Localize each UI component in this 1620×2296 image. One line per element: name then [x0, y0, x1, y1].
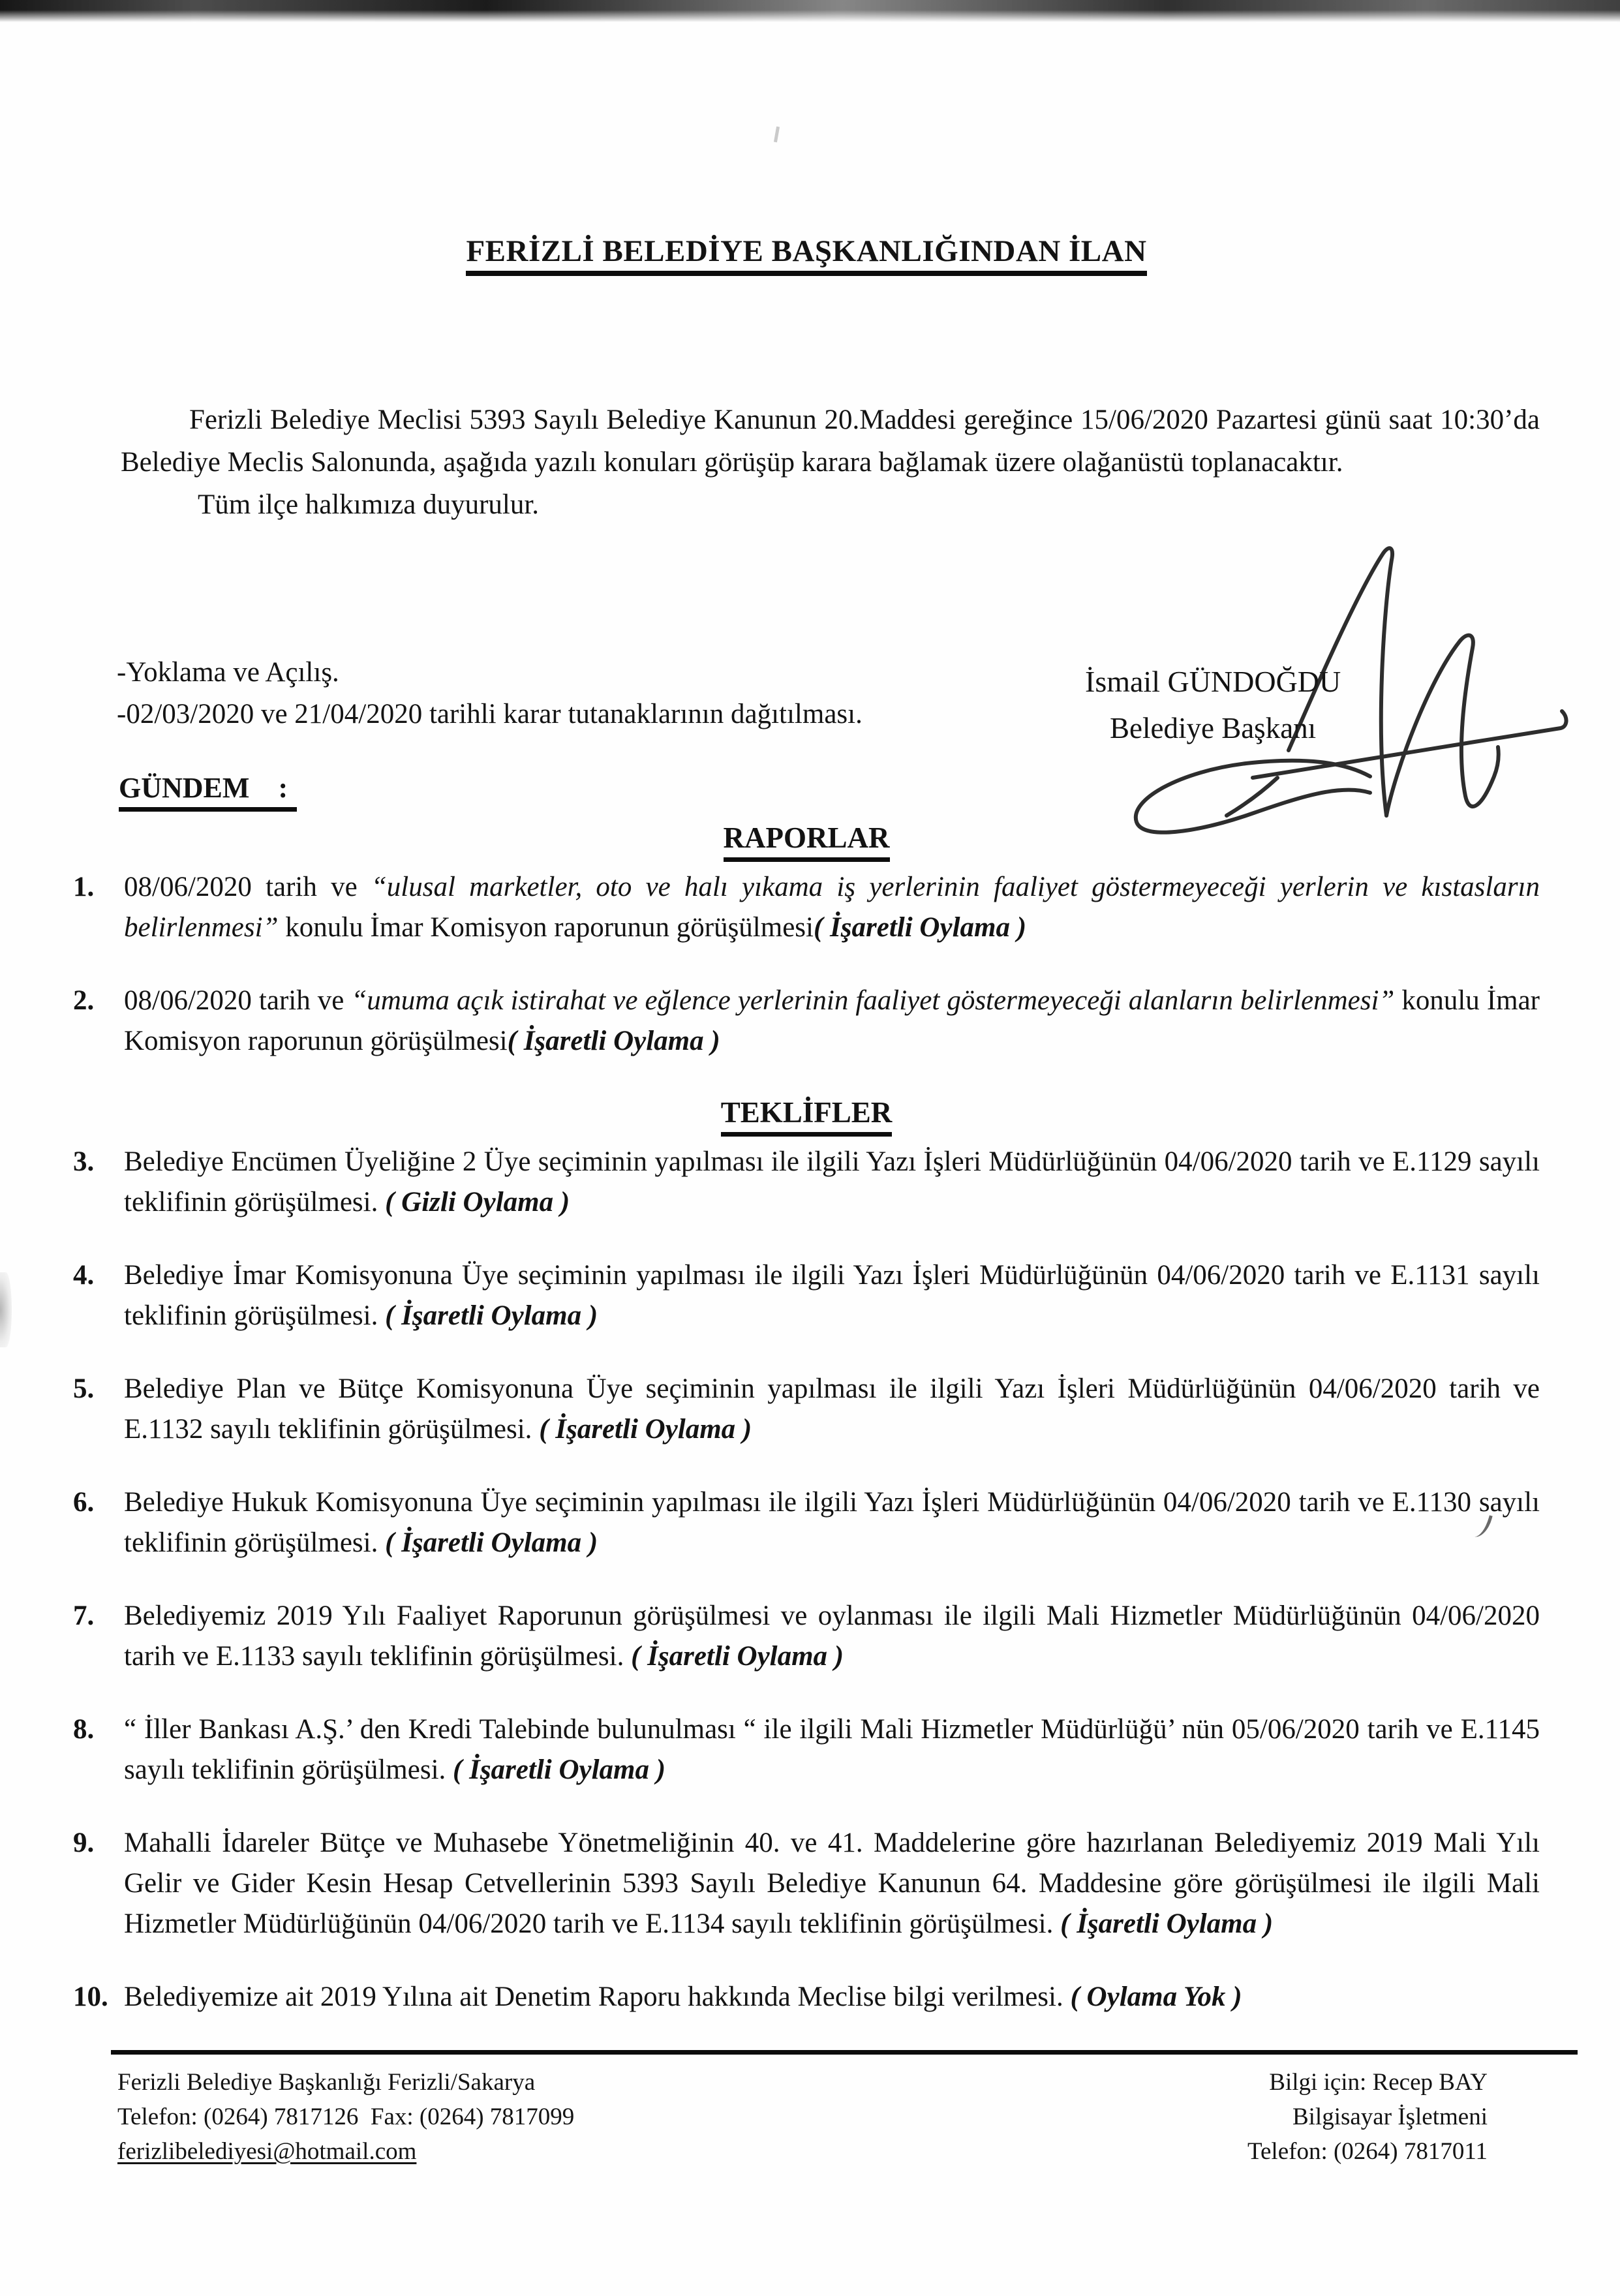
intro-paragraph: Ferizli Belediye Meclisi 5393 Sayılı Belediye Kanunun 20.Maddesi gereğince 15/06/2020 Pazartesi günü saat 10:30’da Belediye Meclis Salonunda, aşağıda yazılı konuları görüşüp karara bağlamak üzere olağanüstü toplanacaktır.: [121, 404, 1540, 478]
agenda-item-number: 6.: [73, 1486, 95, 1518]
agenda-item-number: 2.: [73, 985, 95, 1016]
footer-line: Ferizli Belediye Başkanlığı Ferizli/Sakarya: [117, 2068, 536, 2096]
footer-line: Bilgi için: Recep BAY: [1269, 2068, 1488, 2096]
scan-artifact-left-smudge: [0, 1272, 12, 1347]
signatory-name: İsmail GÜNDOĞDU: [1085, 665, 1341, 698]
agenda-item-text: Belediyemize ait 2019 Yılına ait Denetim Raporu hakkında Meclise bilgi verilmesi. ( Oylama Yok ): [124, 1981, 1242, 2012]
footer: [117, 2065, 1488, 2169]
signature-block: [1031, 535, 1582, 845]
footer-contact-left: [117, 2065, 574, 2169]
agenda-item-text: 08/06/2020 tarih ve “umuma açık istirahat ve eğlence yerlerinin faaliyet göstermeyeceği alanların belirlenmesi” konulu İmar Komisyon raporunun görüşülmesi( İşaretli Oylama ): [124, 985, 1540, 1056]
agenda-item-number: 5.: [73, 1373, 95, 1404]
page-title: FERİZLİ BELEDİYE BAŞKANLIĞINDAN İLAN: [466, 235, 1146, 276]
preamble-line: -Yoklama ve Açılış.: [117, 656, 339, 688]
section-heading-text: RAPORLAR: [724, 819, 890, 862]
footer-divider: [111, 2050, 1578, 2055]
agenda-item-number: 8.: [73, 1713, 95, 1745]
agenda-item: [73, 1977, 1540, 2017]
footer-contact-right: [1247, 2065, 1488, 2169]
agenda-colon: :: [278, 771, 288, 804]
agenda-item-text: Belediyemiz 2019 Yılı Faaliyet Raporunun görüşülmesi ve oylanması ile ilgili Mali Hizmetler Müdürlüğünün 04/06/2020 tarih ve E.1133 sayılı teklifinin görüşülmesi. ( İşaretli Oylama ): [124, 1600, 1540, 1672]
preamble-line: -02/03/2020 ve 21/04/2020 tarihli karar tutanaklarının dağıtılması.: [117, 698, 863, 729]
agenda-sections: [73, 819, 1540, 2017]
agenda-item: [73, 1255, 1540, 1336]
agenda-item-text: 08/06/2020 tarih ve “ulusal marketler, oto ve halı yıkama iş yerlerinin faaliyet göstermeyeceği yerlerin ve kıstasların belirlenmesi” konulu İmar Komisyon raporunun görüşülmesi( İşaretli Oylama ): [124, 871, 1540, 943]
agenda-item-text: Belediye İmar Komisyonuna Üye seçiminin yapılması ile ilgili Yazı İşleri Müdürlüğünün 04/06/2020 tarih ve E.1131 sayılı teklifinin görüşülmesi. ( İşaretli Oylama ): [124, 1259, 1540, 1331]
agenda-item-number: 4.: [73, 1259, 95, 1291]
footer-email: ferizlibelediyesi@hotmail.com: [117, 2137, 417, 2165]
agenda-item-number: 7.: [73, 1600, 95, 1631]
agenda-item: [73, 867, 1540, 948]
agenda-item: [73, 1142, 1540, 1223]
scan-artifact-top-edge: [0, 0, 1620, 22]
agenda-item: [73, 1596, 1540, 1677]
agenda-label: GÜNDEM: [119, 771, 250, 804]
signature-scribble-icon: [1031, 535, 1582, 845]
agenda-item: [73, 1482, 1540, 1563]
footer-line: Telefon: (0264) 7817011: [1247, 2137, 1488, 2165]
footer-line: Bilgisayar İşletmeni: [1292, 2103, 1488, 2130]
agenda-item-text: Belediye Plan ve Bütçe Komisyonuna Üye seçiminin yapılması ile ilgili Yazı İşleri Müdürlüğünün 04/06/2020 tarih ve E.1132 sayılı teklifinin görüşülmesi. ( İşaretli Oylama ): [124, 1373, 1540, 1445]
section-heading-text: TEKLİFLER: [721, 1094, 893, 1137]
agenda-item: [73, 1369, 1540, 1450]
agenda-item: [73, 1823, 1540, 1944]
section-heading: [73, 1094, 1540, 1138]
agenda-item-text: “ İller Bankası A.Ş.’ den Kredi Talebinde bulunulması “ ile ilgili Mali Hizmetler Müdürlüğü’ nün 05/06/2020 tarih ve E.1145 sayılı teklifinin görüşülmesi. ( İşaretli Oylama ): [124, 1713, 1540, 1785]
title-wrap: [73, 235, 1540, 276]
agenda-item-number: 9.: [73, 1827, 95, 1858]
footer-line: Telefon: (0264) 7817126 Fax: (0264) 7817099: [117, 2103, 575, 2130]
agenda-item-number: 1.: [73, 871, 95, 902]
agenda-item-text: Mahalli İdareler Bütçe ve Muhasebe Yönetmeliğinin 40. ve 41. Maddelerine göre hazırlanan Belediyemiz 2019 Mali Yılı Gelir ve Gider Kesin Hesap Cetvellerinin 5393 Sayılı Belediye Kanunun 64. Maddesine göre görüşülmesi ile ilgili Mali Hizmetler Müdürlüğünün 04/06/2020 tarih ve E.1134 sayılı teklifinin görüşülmesi. ( İşaretli Oylama ): [124, 1827, 1540, 1939]
agenda-item: [73, 981, 1540, 1062]
signatory-title: Belediye Başkanı: [1110, 712, 1317, 744]
agenda-item: [73, 1709, 1540, 1790]
agenda-item-number: 3.: [73, 1146, 95, 1177]
announcement-line: Tüm ilçe halkımıza duyurulur.: [198, 489, 540, 520]
agenda-item-text: Belediye Encümen Üyeliğine 2 Üye seçiminin yapılması ile ilgili Yazı İşleri Müdürlüğünün 04/06/2020 tarih ve E.1129 sayılı teklifinin görüşülmesi. ( Gizli Oylama ): [124, 1146, 1540, 1217]
agenda-item-text: Belediye Hukuk Komisyonuna Üye seçiminin yapılması ile ilgili Yazı İşleri Müdürlüğünün 04/06/2020 tarih ve E.1130 sayılı teklifinin görüşülmesi. ( İşaretli Oylama ): [124, 1486, 1540, 1558]
agenda-item-number: 10.: [73, 1981, 108, 2012]
